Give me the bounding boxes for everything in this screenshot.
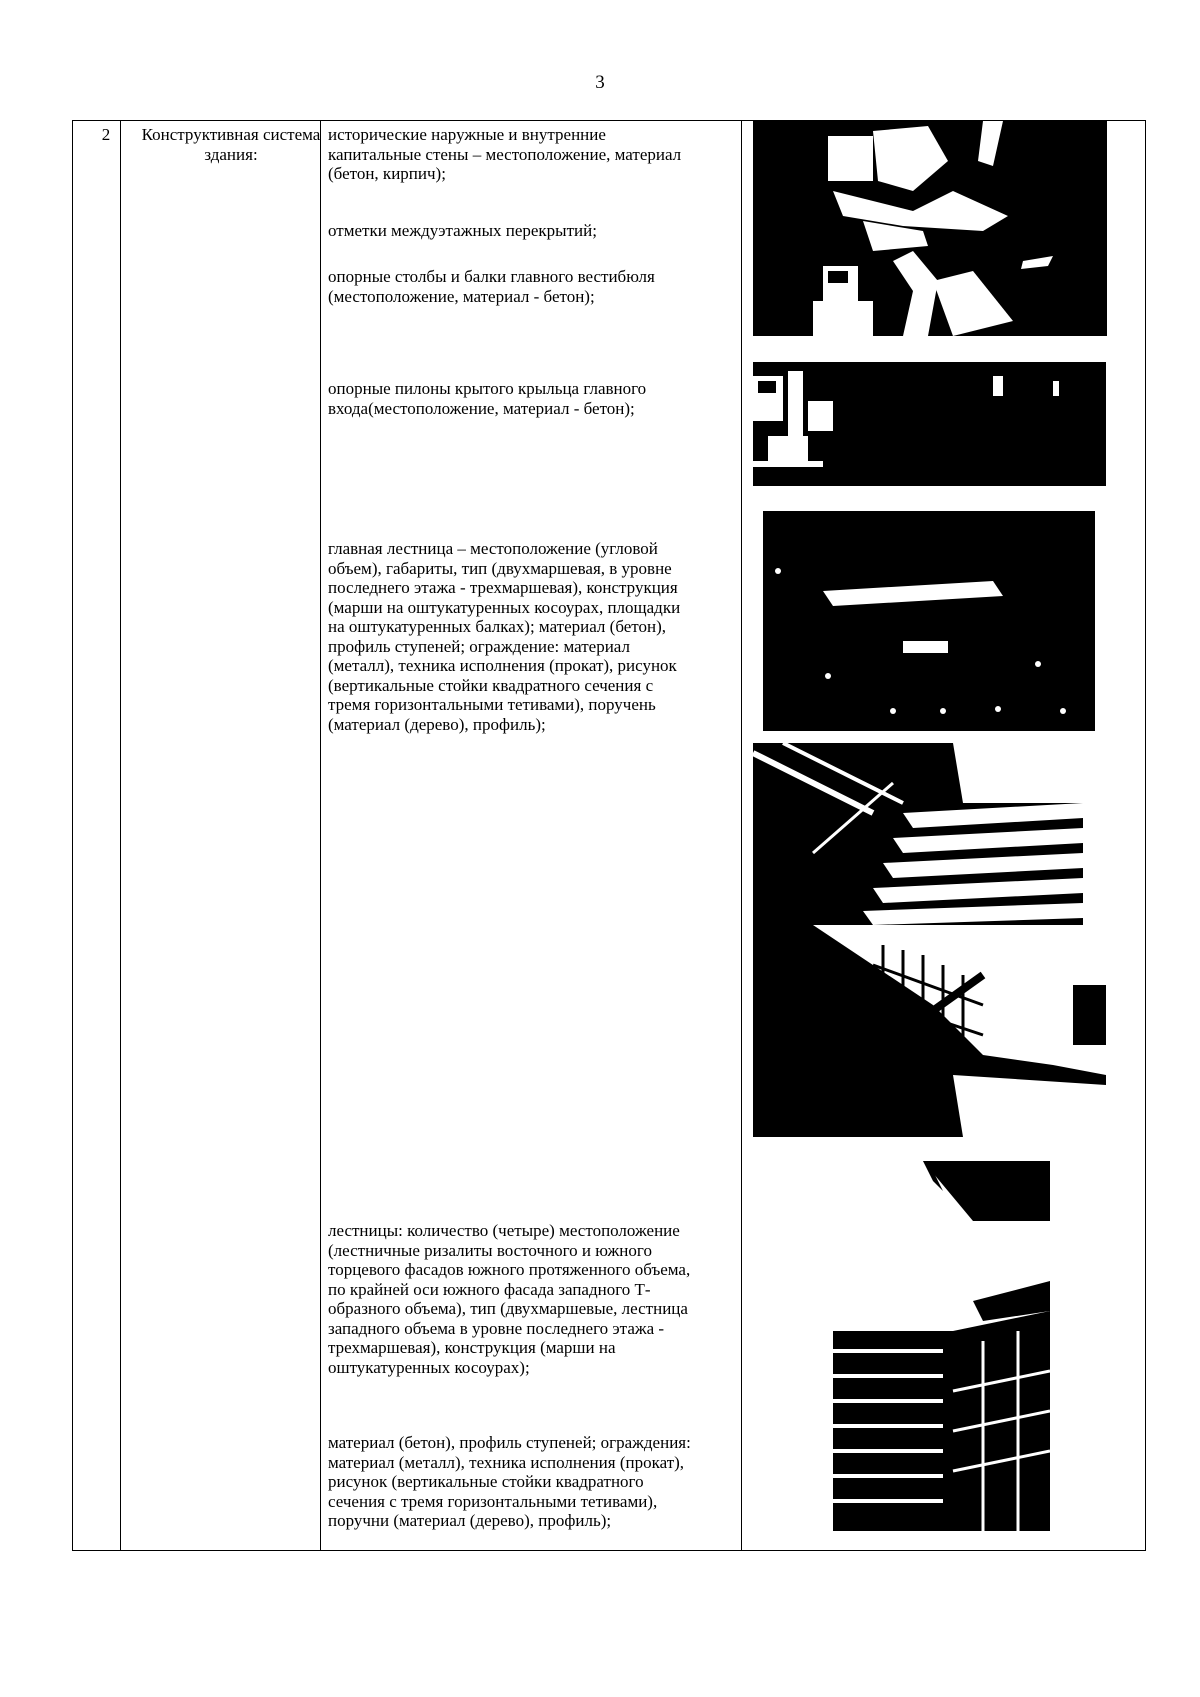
document-table xyxy=(72,120,1146,1551)
vestibule-photo xyxy=(753,121,1107,336)
main-stair-railing-photo xyxy=(753,925,1106,1137)
row-number: 2 xyxy=(101,125,111,144)
main-stair-flight-photo xyxy=(753,743,1083,925)
item-walls: исторические наружные и внутренние капитальные стены – местоположение, материал (бетон, кирпич); xyxy=(328,125,682,183)
entrance-porch-photo xyxy=(753,356,1106,486)
column-divider xyxy=(320,121,321,1550)
row-name: Конструктивная система здания: xyxy=(141,125,321,164)
column-divider xyxy=(120,121,121,1550)
item-floor-levels: отметки междуэтажных перекрытий; xyxy=(328,221,597,240)
column-divider xyxy=(741,121,742,1550)
item-stairs: лестницы: количество (четыре) местоположение (лестничные ризалиты восточного и южного торцевого фасадов южного протяженного объема, по крайней оси южного фасада западного Т-образного объема), тип (двухмаршевые, лестница западного объема в уровне последнего этажа - трехмаршевая), конструкция (марши на оштукатуренных косоурах); xyxy=(328,1221,691,1377)
page-number: 3 xyxy=(595,72,605,93)
main-stair-dark-photo xyxy=(763,511,1095,731)
secondary-stair-photo xyxy=(813,1161,1050,1531)
item-vestibule-columns: опорные столбы и балки главного вестибюля (местоположение, материал - бетон); xyxy=(328,267,655,306)
item-porch-pylons: опорные пилоны крытого крыльца главного входа(местоположение, материал - бетон); xyxy=(328,379,647,418)
item-stairs-materials: материал (бетон), профиль ступеней; ограждения: материал (металл), техника исполнения (прокат), рисунок (вертикальные стойки квадратного сечения с тремя горизонтальными тетивами), поручни (материал (дерево), профиль); xyxy=(328,1433,691,1530)
item-main-stair: главная лестница – местоположение (угловой объем), габариты, тип (двухмаршевая, в уровне последнего этажа - трехмаршевая), конструкция (марши на оштукатуренных косоурах, площадки на оштукатуренных балках); материал (бетон), профиль ступеней; ограждение: материал (металл), техника исполнения (прокат), рисунок (вертикальные стойки квадратного сечения с тремя горизонтальными тетивами), поручень (материал (дерево), профиль); xyxy=(328,539,681,734)
